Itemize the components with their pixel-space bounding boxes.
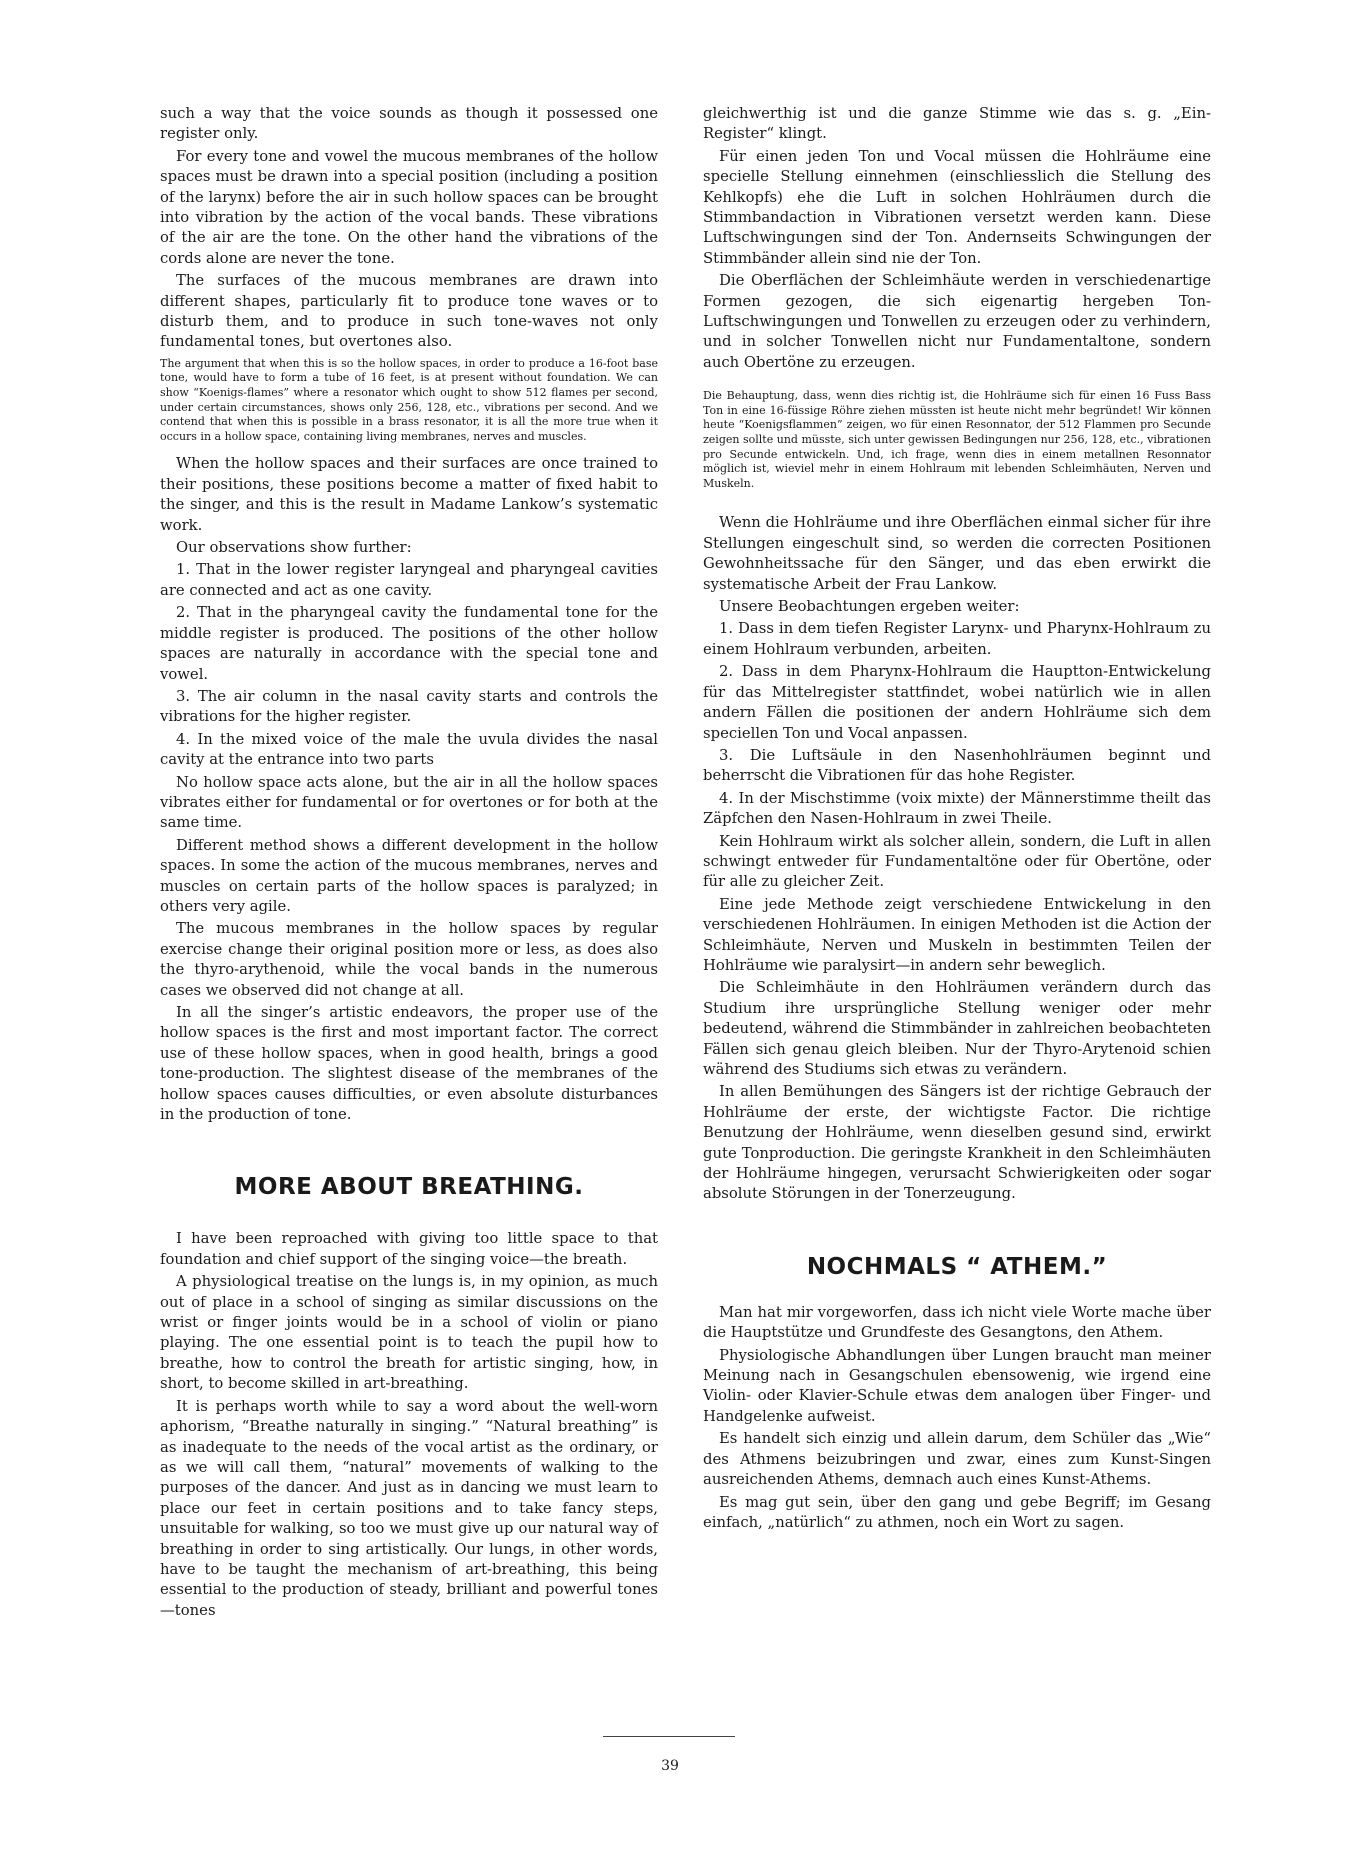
right-list-item: 3. Die Luftsäule in den Nasenhohlräumen beginnt und beherrscht die Vibrationen für das hohe Register. xyxy=(703,746,1211,785)
left-paragraph: such a way that the voice sounds as though it possessed one register only. xyxy=(160,105,658,143)
left-paragraph: No hollow space acts alone, but the air in all the hollow spaces vibrates either for fundamental or for overtones or for both at the same time. xyxy=(160,773,658,832)
right-paragraph: Man hat mir vorgeworfen, dass ich nicht viele Worte mache über die Hauptstütze und Grundfeste des Gesangtons, den Athem. xyxy=(703,1303,1211,1342)
right-column xyxy=(703,104,1211,1535)
right-paragraph: Wenn die Hohlräume und ihre Oberflächen einmal sicher für ihre Stellungen eingeschult sind, so werden die correcten Positionen Gewohnheitssache für den Sänger, und das eben erwirkt die systematische Arbeit der Frau Lankow. xyxy=(703,514,1211,593)
right-list-item: 4. In der Mischstimme (voix mixte) der Männerstimme theilt das Zäpfchen den Nasen-Hohlraum in zwei Theile. xyxy=(703,789,1211,828)
left-paragraph: Our observations show further: xyxy=(176,539,412,557)
left-paragraph: The mucous membranes in the hollow spaces by regular exercise change their original position more or less, as does also the thyro-arythenoid, while the vocal bands in the numerous cases we observed did not change at all. xyxy=(160,920,658,999)
left-footnote: The argument that when this is so the hollow spaces, in order to produce a 16-foot base tone, would have to form a tube of 16 feet, is at present without foundation. We can show “Koenigs-flames” where a resonator which ought to show 512 flames per second, under certain circumstances, shows only 256, 128, etc., vibrations per second. And we contend that when this is possible in a brass resonator, it is all the more true when it occurs in a hollow space, containing living membranes, nerves and muscles. xyxy=(160,356,658,443)
right-list-item: 1. Dass in dem tiefen Register Larynx- und Pharynx-Hohlraum zu einem Hohlraum verbunden, arbeiten. xyxy=(703,620,1211,658)
right-paragraph: Physiologische Abhandlungen über Lungen braucht man meiner Meinung nach in Gesangschulen ebensowenig, wie irgend eine Violin- oder Klavier-Schule etwas dem analogen über Finger- und Handgelenke aufweist. xyxy=(703,1346,1211,1425)
right-paragraph: Es mag gut sein, über den gang und gebe Begriff; im Gesang einfach, „natürlich“ zu athmen, noch ein Wort zu sagen. xyxy=(703,1493,1211,1531)
page-number: 39 xyxy=(661,1758,679,1774)
left-list-item: 3. The air column in the nasal cavity starts and controls the vibrations for the higher register. xyxy=(160,687,658,726)
left-paragraph: The surfaces of the mucous membranes are drawn into different shapes, particularly fit to produce tone waves or to disturb them, and to produce in such tone-waves not only fundamental tones, but overtones also. xyxy=(160,272,658,351)
right-list-item: 2. Dass in dem Pharynx-Hohlraum die Hauptton-Entwickelung für das Mittelregister stattfindet, wobei natürlich wie in allen andern Fällen die positionen der andern Hohlräume sich dem speciellen Ton und Vocal anpassen. xyxy=(703,663,1211,742)
left-paragraph: It is perhaps worth while to say a word about the well-worn aphorism, “Breathe naturally in singing.” “Natural breathing” is as inadequate to the needs of the vocal artist as the ordinary, or as we will call them, “natural” movements of walking to the purposes of the dancer. And just as in dancing we must learn to place our feet in certain positions and to take fancy steps, unsuitable for walking, so too we must give up our natural way of breathing in order to sing artistically. Our lungs, in other words, have to be taught the mechanism of art-breathing, this being essential to the production of steady, brilliant and powerful tones—tones xyxy=(160,1397,658,1619)
left-column xyxy=(160,104,658,1623)
left-list-item: 1. That in the lower register laryngeal and pharyngeal cavities are connected and act as one cavity. xyxy=(160,561,658,599)
left-paragraph: A physiological treatise on the lungs is, in my opinion, as much out of place in a school of singing as similar discussions on the wrist or finger joints would be in a school of violin or piano playing. The one essential point is to teach the pupil how to breathe, how to control the breath for artistic singing, how, in short, to become skilled in art-breathing. xyxy=(160,1273,658,1393)
right-footnote: Die Behauptung, dass, wenn dies richtig ist, die Hohlräume sich für einen 16 Fuss Bass Ton in eine 16-füssige Röhre ziehen müssten ist heute nicht mehr begründet! Wir können heute “Koenigsflammen” zeigen, wo für einen Resonnator, der 512 Flammen pro Secunde zeigen sollte und müsste, sich unter gewissen Bedingungen nur 256, 128, etc., vibrationen pro Secunde entwickeln. Und, ich frage, wenn dies in einem metallnen Resonnator möglich ist, wieviel mehr in einem Hohlraum mit lebenden Schleimhäuten, Nerven und Muskeln. xyxy=(703,389,1211,490)
right-paragraph: Es handelt sich einzig und allein darum, dem Schüler das „Wie“ des Athmens beizubringen und zwar, eines zum Kunst-Singen ausreichenden Athems, demnach auch eines Kunst-Athems. xyxy=(703,1430,1211,1489)
right-paragraph: Die Schleimhäute in den Hohlräumen verändern durch das Studium ihre ursprüngliche Stellung weniger oder mehr bedeutend, während die Stimmbänder in zahlreichen beobachteten Fällen sich genau gleich bleiben. Nur der Thyro-Arytenoid schien während des Studiums sich etwas zu verändern. xyxy=(703,979,1211,1078)
left-paragraph: I have been reproached with giving too little space to that foundation and chief support of the singing voice—the breath. xyxy=(160,1230,658,1268)
right-paragraph: Eine jede Methode zeigt verschiedene Entwickelung in den verschiedenen Hohlräumen. In einigen Methoden ist die Action der Schleimhäute, Nerven und Muskeln in bestimmten Teilen der Hohlräume wie paralysirt—in andern sehr beweglich. xyxy=(703,895,1211,974)
right-paragraph: Unsere Beobachtungen ergeben weiter: xyxy=(719,598,1020,616)
left-list-item: 4. In the mixed voice of the male the uvula divides the nasal cavity at the entrance into two parts xyxy=(160,730,658,769)
right-paragraph: Kein Hohlraum wirkt als solcher allein, sondern, die Luft in allen schwingt entweder für Fundamentaltöne oder für Obertöne, oder für alle zu gleicher Zeit. xyxy=(703,832,1211,891)
right-paragraph: In allen Bemühungen des Sängers ist der richtige Gebrauch der Hohlräume der erste, der wichtigste Factor. Die richtige Benutzung der Hohlräume, wenn dieselben gesund sind, erwirkt gute Tonproduction. Die geringste Krankheit in den Schleimhäuten der Hohlräume hingegen, verursacht Schwierigkeiten oder sogar absolute Störungen in der Tonerzeugung. xyxy=(703,1083,1211,1203)
left-paragraph: When the hollow spaces and their surfaces are once trained to their positions, these positions become a matter of fixed habit to the singer, and this is the result in Madame Lankow’s systematic work. xyxy=(160,455,658,534)
left-section-heading: MORE ABOUT BREATHING. xyxy=(234,1174,584,1201)
left-paragraph: For every tone and vowel the mucous membranes of the hollow spaces must be drawn into a special position (including a position of the larynx) before the air in such hollow spaces can be brought into vibration by the action of the vocal bands. These vibrations of the air are the tone. On the other hand the vibrations of the cords alone are never the tone. xyxy=(160,147,658,267)
right-section-heading: NOCHMALS “ ATHEM.” xyxy=(806,1253,1108,1280)
left-paragraph: In all the singer’s artistic endeavors, the proper use of the hollow spaces is the first and most important factor. The correct use of these hollow spaces, when in good health, brings a good tone-production. The slightest disease of the membranes of the hollow spaces causes difficulties, or even absolute disturbances in the production of tone. xyxy=(160,1004,658,1124)
left-list-item: 2. That in the pharyngeal cavity the fundamental tone for the middle register is produced. The positions of the other hollow spaces are naturally in accordance with the special tone and vowel. xyxy=(160,604,658,683)
right-paragraph: gleichwerthig ist und die ganze Stimme wie das s. g. „Ein-Register“ klingt. xyxy=(703,105,1211,143)
left-paragraph: Different method shows a different development in the hollow spaces. In some the action of the mucous membranes, nerves and muscles on certain parts of the hollow spaces is paralyzed; in others very agile. xyxy=(160,836,658,915)
right-paragraph: Die Oberflächen der Schleimhäute werden in verschiedenartige Formen gezogen, die sich eigenartig hergeben Ton-Luftschwingungen und Tonwellen zu erzeugen oder zu verhindern, und in solcher Tonwellen nicht nur Fundamentaltone, sondern auch Obertöne zu erzeugen. xyxy=(703,272,1211,371)
footer-rule xyxy=(603,1736,735,1737)
right-paragraph: Für einen jeden Ton und Vocal müssen die Hohlräume eine specielle Stellung einnehmen (einschliesslich die Stellung des Kehlkopfs) ehe die Luft in solchen Hohlräumen durch die Stimmbandaction in Vibrationen versetzt werden kann. Diese Luftschwingungen sind der Ton. Andernseits Schwingungen der Stimmbänder allein sind nie der Ton. xyxy=(703,147,1211,267)
